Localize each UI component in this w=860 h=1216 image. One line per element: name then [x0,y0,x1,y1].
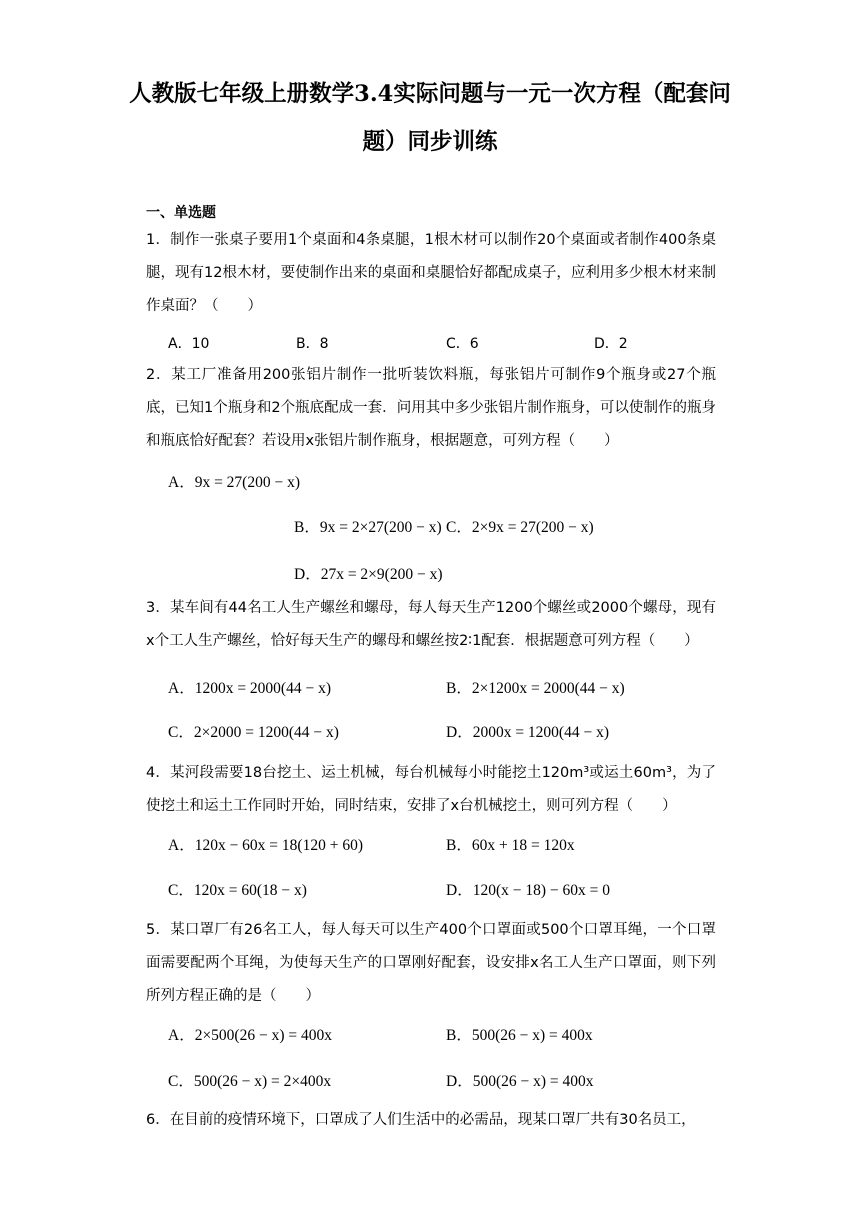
question-5-stem: 5．某口罩厂有26名工人，每人每天可以生产400个口罩面或500个口罩耳绳，一个口罩面需要配两个耳绳，为使每天生产的口罩刚好配套，设安排x名工人生产口罩面，则下列所列方程正确的是（ ） [146,922,716,1004]
page-title: 人教版七年级上册数学3.4实际问题与一元一次方程（配套问题）同步训练 [129,81,731,155]
question-1-stem: 1．制作一张桌子要用1个桌面和4条桌腿，1根木材可以制作20个桌面或者制作400条桌腿，现有12根木材，要使制作出来的桌面和桌腿恰好都配成桌子，应利用多少根木材来制作桌面？（ ） [146,232,716,314]
question-3-option-b[interactable]: B．2×1200x = 2000(44 − x) [446,680,625,697]
question-6-stem: 6．在目前的疫情环境下，口罩成了人们生活中的必需品，现某口罩厂共有30名员工， [146,1112,696,1128]
question-3-option-a[interactable]: A．1200x = 2000(44 − x) [168,680,331,697]
question-1-option-d[interactable]: D．2 [594,336,628,352]
question-4-option-a[interactable]: A．120x − 60x = 18(120 + 60) [168,837,363,854]
question-1-option-a[interactable]: A．10 [168,336,210,352]
question-1-option-b[interactable]: B．8 [296,336,329,352]
question-2-stem: 2．某工厂准备用200张铝片制作一批听装饮料瓶，每张铝片可制作9个瓶身或27个瓶底，已知1个瓶身和2个瓶底配成一套．问用其中多少张铝片制作瓶身，可以使制作的瓶身和瓶底恰好配套？若设用x张铝片制作瓶身，根据题意，可列方程（ ） [146,367,716,449]
question-1-option-c[interactable]: C．6 [446,336,479,352]
question-5-option-a[interactable]: A．2×500(26 − x) = 400x [168,1027,332,1044]
question-5-option-d[interactable]: D．500(26 − x) = 400x [446,1073,594,1090]
question-3-option-d[interactable]: D．2000x = 1200(44 − x) [446,724,609,741]
question-5-option-b[interactable]: B．500(26 − x) = 400x [446,1027,593,1044]
question-4-option-c[interactable]: C．120x = 60(18 − x) [168,882,307,899]
question-3-option-c[interactable]: C．2×2000 = 1200(44 − x) [168,724,339,741]
question-4-stem: 4．某河段需要18台挖土、运土机械，每台机械每小时能挖土120m³或运土60m³，为了使挖土和运土工作同时开始，同时结束，安排了x台机械挖土，则可列方程（ ） [146,765,716,814]
question-4-option-b[interactable]: B．60x + 18 = 120x [446,837,575,854]
question-3-stem: 3．某车间有44名工人生产螺丝和螺母，每人每天生产1200个螺丝或2000个螺母，现有x个工人生产螺丝，恰好每天生产的螺母和螺丝按2∶1配套．根据题意可列方程（ ） [146,600,716,649]
question-5-option-c[interactable]: C．500(26 − x) = 2×400x [168,1073,332,1090]
question-2-option-a[interactable]: A．9x = 27(200 − x) [168,474,300,491]
question-2-option-c[interactable]: C．2×9x = 27(200 − x) [446,519,594,536]
question-2-option-d[interactable]: D．27x = 2×9(200 − x) [294,566,443,583]
question-4-option-d[interactable]: D．120(x − 18) − 60x = 0 [446,882,610,899]
question-2-option-b[interactable]: B．9x = 2×27(200 − x) [294,519,442,536]
section-heading: 一、单选题 [146,205,216,221]
